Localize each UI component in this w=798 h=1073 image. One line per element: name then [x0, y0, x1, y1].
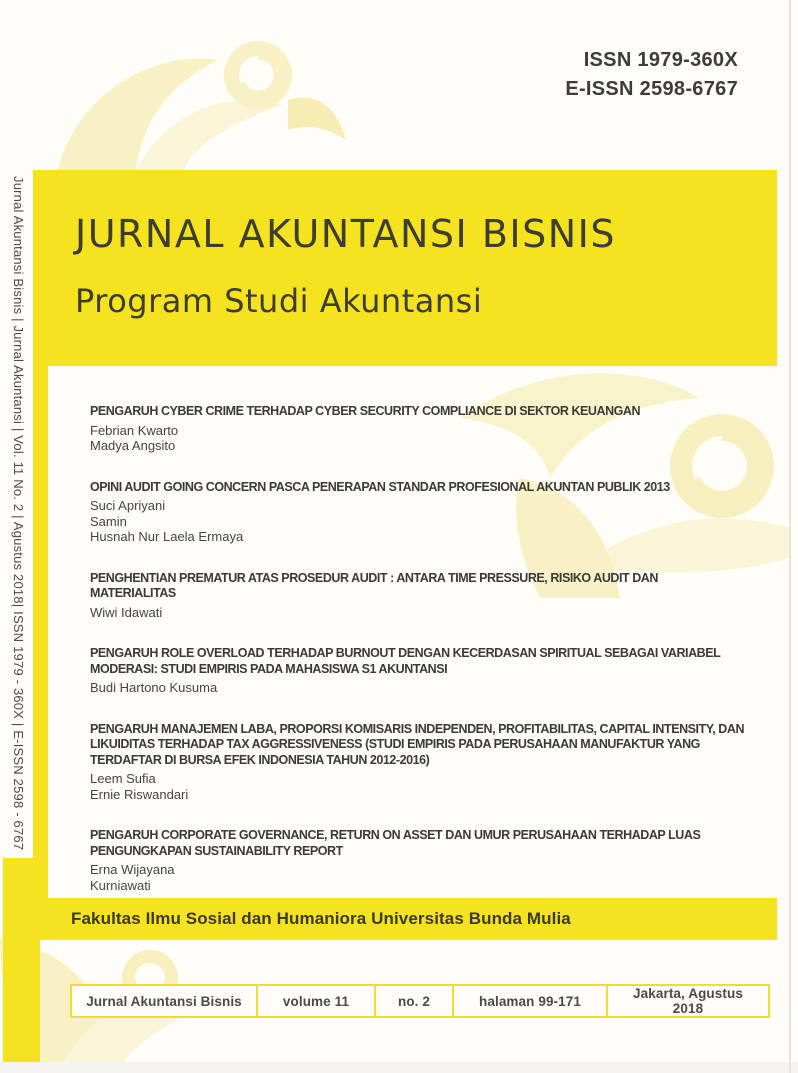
article-title: PENGARUH MANAJEMEN LABA, PROPORSI KOMISARIS INDEPENDEN, PROFITABILITAS, CAPITAL INTENSITY, DAN LIKUIDITAS TERHADAP TAX AGGRESSIVENESS (STUDI EMPIRIS PADA PERUSAHAAN MANUFAKTUR YANG TERDAFTAR DI BURSA EFEK INDONESIA TAHUN 2012-2016) [90, 721, 745, 767]
article-entry [90, 480, 745, 545]
article-title: PENGARUH ROLE OVERLOAD TERHADAP BURNOUT DENGAN KECERDASAN SPIRITUAL SEBAGAI VARIABEL MODERASI: STUDI EMPIRIS PADA MAHASISWA S1 AKUNTANSI [90, 646, 721, 676]
info-volume: volume 11 [257, 985, 375, 1017]
article-title: PENGARUH CYBER CRIME TERHADAP CYBER SECURITY COMPLIANCE DI SEKTOR KEUANGAN [90, 404, 641, 418]
issn-electronic: E-ISSN 2598-6767 [565, 78, 738, 100]
article-author: Suci Apriyani [90, 498, 166, 513]
article-entry [90, 646, 745, 696]
left-yellow-strip [33, 366, 48, 900]
journal-subtitle: Program Studi Akuntansi [75, 282, 483, 320]
floral-ornament-top-left-icon [48, 30, 348, 170]
article-author: Febrian Kwarto [90, 422, 179, 438]
article-author: Ernie Riswandari [90, 786, 189, 802]
article-author: Leem Sufia [90, 771, 156, 786]
article-title: PENGARUH CORPORATE GOVERNANCE, RETURN ON ASSET DAN UMUR PERUSAHAAN TERHADAP LUAS PENGUNGKAPAN SUSTAINABILITY REPORT [90, 828, 701, 858]
issn-block [565, 46, 738, 104]
scan-edge-right [789, 0, 791, 1073]
info-journal-name: Jurnal Akuntansi Bisnis [71, 985, 257, 1017]
faculty-name: Fakultas Ilmu Sosial dan Humaniora Universitas Bunda Mulia [71, 909, 571, 928]
article-list [90, 404, 745, 919]
info-number: no. 2 [375, 985, 453, 1017]
article-author: Budi Hartono Kusuma [90, 680, 218, 695]
scan-edge-bottom [0, 1062, 798, 1073]
issn-print: ISSN 1979-360X [583, 49, 738, 71]
title-banner [33, 170, 777, 366]
article-entry [90, 828, 745, 893]
article-title: PENGHENTIAN PREMATUR ATAS PROSEDUR AUDIT : ANTARA TIME PRESSURE, RISIKO AUDIT DAN MATERIALITAS [90, 570, 658, 600]
journal-info-row [71, 985, 769, 1017]
journal-info-table [70, 984, 770, 1018]
article-entry [90, 722, 745, 803]
article-author: Husnah Nur Laela Ermaya [90, 529, 244, 544]
faculty-bar [33, 898, 777, 940]
article-title: OPINI AUDIT GOING CONCERN PASCA PENERAPAN STANDAR PROFESIONAL AKUNTAN PUBLIK 2013 [90, 479, 670, 494]
article-author: Kurniawati [90, 877, 151, 893]
article-entry [90, 571, 745, 621]
info-pages: halaman 99-171 [453, 985, 607, 1017]
article-entry [90, 404, 745, 454]
article-author: Samin [90, 513, 127, 529]
article-author: Erna Wijayana [90, 862, 175, 877]
article-author: Madya Angsito [90, 438, 176, 453]
info-place-date: Jakarta, Agustus 2018 [607, 985, 769, 1017]
article-author: Wiwi Idawati [90, 604, 163, 620]
spine-text: Jurnal Akuntansi Bisnis | Jurnal Akuntansi | Vol. 11 No. 2 | Agustus 2018| ISSN 1979 - 360X | E-ISSN 2598 - 6767 [11, 176, 26, 851]
journal-title: JURNAL AKUNTANSI BISNIS [75, 212, 616, 256]
